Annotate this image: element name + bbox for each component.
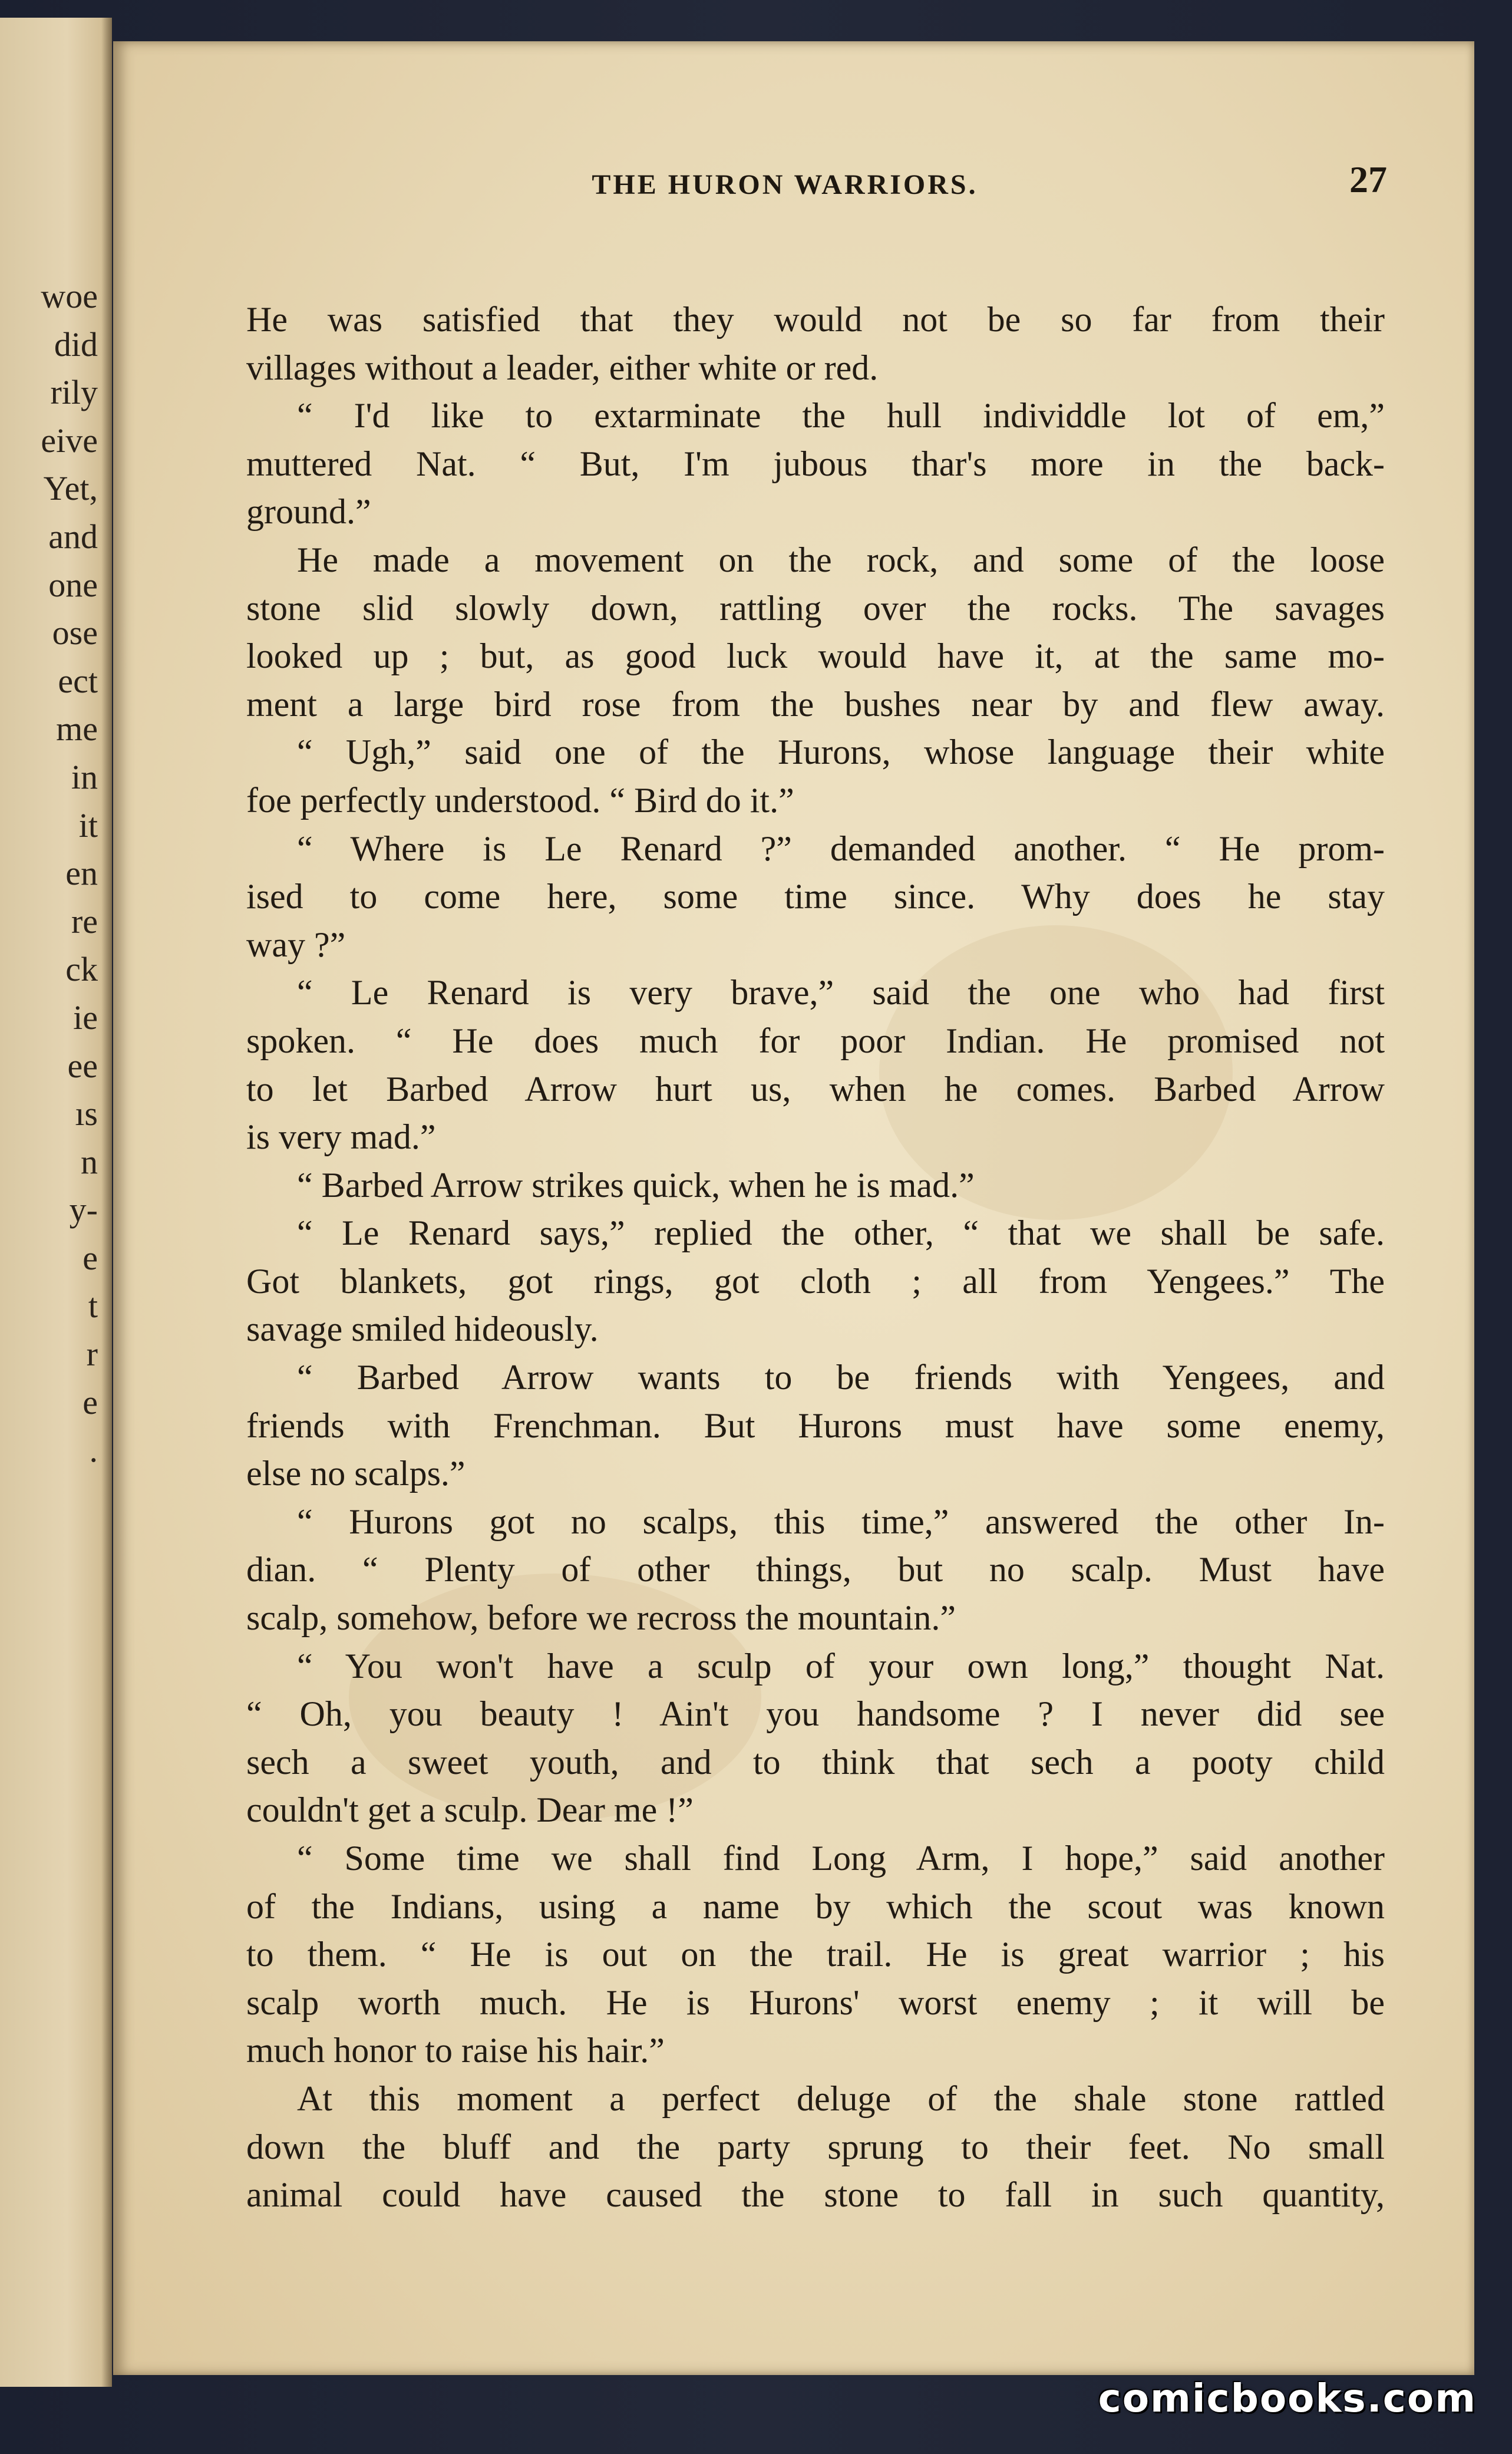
page-number: 27 [1349, 159, 1387, 200]
left-page-fragment: me [56, 710, 98, 748]
book-page [113, 41, 1474, 2375]
text-line: friends with Frenchman. But Hurons must have some enemy, [246, 1406, 1385, 1445]
left-page-fragment: one [48, 565, 98, 604]
text-line: to let Barbed Arrow hurt us, when he comes. Barbed Arrow [246, 1069, 1385, 1109]
text-line: “ Barbed Arrow wants to be friends with Yengees, and [297, 1358, 1385, 1397]
text-line: is very mad.” [246, 1117, 436, 1157]
text-line: couldn't get a sculp. Dear me !” [246, 1790, 694, 1830]
left-page-fragment: and [48, 517, 98, 556]
body-text [246, 296, 1385, 2219]
left-page-fragment: en [65, 854, 98, 893]
text-line: “ I'd like to extarminate the hull individdle lot of em,” [297, 396, 1385, 436]
left-page-text-fragments [41, 272, 98, 1475]
text-line: “ Some time we shall find Long Arm, I hope,” said another [297, 1839, 1385, 1878]
text-line: much honor to raise his hair.” [246, 2031, 665, 2070]
text-line: to them. “ He is out on the trail. He is great warrior ; his [246, 1935, 1385, 1974]
left-page-fragment: woe [41, 277, 98, 315]
text-line: Got blankets, got rings, got cloth ; all from Yengees.” The [246, 1261, 1385, 1301]
text-line: scalp worth much. He is Hurons' worst enemy ; it will be [246, 1983, 1385, 2022]
text-line: way ?” [246, 925, 346, 964]
text-line: “ Barbed Arrow strikes quick, when he is mad.” [297, 1165, 975, 1205]
left-page-fragment: re [71, 902, 98, 941]
text-line: sech a sweet youth, and to think that sech a pooty child [246, 1742, 1385, 1782]
left-page-fragment: it [78, 806, 98, 845]
text-line: down the bluff and the party sprung to their feet. No small [246, 2127, 1385, 2166]
text-line: scalp, somehow, before we recross the mountain.” [246, 1598, 956, 1638]
left-page-fragment: ie [73, 998, 98, 1037]
text-line: spoken. “ He does much for poor Indian. He promised not [246, 1021, 1385, 1060]
left-page-fragment: rily [50, 373, 98, 412]
left-page-fragment: . [89, 1431, 98, 1470]
text-line: looked up ; but, as good luck would have it, at the same mo- [246, 636, 1385, 676]
text-line: ground.” [246, 492, 371, 532]
left-page-fragment: did [54, 325, 98, 364]
text-line: “ Le Renard says,” replied the other, “ that we shall be safe. [297, 1213, 1385, 1253]
text-line: “ You won't have a sculp of your own long,” thought Nat. [297, 1646, 1385, 1686]
left-page-fragment: t [88, 1287, 98, 1325]
left-page-fragment: ose [52, 614, 98, 652]
text-line: of the Indians, using a name by which the scout was known [246, 1886, 1385, 1926]
text-line: At this moment a perfect deluge of the shale stone rattled [297, 2079, 1385, 2118]
text-line: “ Ugh,” said one of the Hurons, whose language their white [297, 733, 1385, 772]
left-page-fragment: in [71, 757, 98, 796]
left-page-fragment: ıs [75, 1094, 98, 1133]
text-line: “ Hurons got no scalps, this time,” answered the other In- [297, 1502, 1385, 1541]
gutter-shadow [101, 18, 112, 2387]
text-line: “ Where is Le Renard ?” demanded another. “ He prom- [297, 829, 1385, 868]
text-line: stone slid slowly down, rattling over the rocks. The savages [246, 588, 1385, 628]
running-head [113, 158, 1474, 217]
left-page-fragment: n [81, 1142, 98, 1181]
left-page-fragment: Yet, [43, 469, 98, 508]
text-line: animal could have caused the stone to fall in such quantity, [246, 2175, 1385, 2215]
text-line: else no scalps.” [246, 1454, 466, 1493]
text-line: muttered Nat. “ But, I'm jubous thar's more in the back- [246, 444, 1385, 483]
text-line: savage smiled hideously. [246, 1310, 599, 1349]
left-page-fragment: eive [41, 421, 98, 460]
left-page-fragment: ee [67, 1046, 98, 1085]
left-page-fragment: r [86, 1335, 98, 1374]
text-line: villages without a leader, either white or red. [246, 348, 879, 387]
running-title: THE HURON WARRIORS. [592, 169, 978, 200]
left-facing-page [0, 18, 112, 2387]
left-page-fragment: y- [69, 1190, 98, 1229]
text-line: “ Oh, you beauty ! Ain't you handsome ? I never did see [246, 1694, 1385, 1734]
text-line: He made a movement on the rock, and some of the loose [297, 540, 1385, 579]
text-line: He was satisfied that they would not be so far from their [246, 300, 1385, 339]
text-line: dian. “ Plenty of other things, but no scalp. Must have [246, 1550, 1385, 1589]
left-page-fragment: ck [65, 950, 98, 989]
left-page-fragment: ect [58, 661, 98, 700]
left-page-fragment: e [82, 1383, 98, 1421]
text-line: foe perfectly understood. “ Bird do it.” [246, 780, 794, 820]
text-line: ment a large bird rose from the bushes near by and flew away. [246, 684, 1385, 724]
left-page-fragment: e [82, 1238, 98, 1277]
text-line: “ Le Renard is very brave,” said the one who had first [297, 973, 1385, 1012]
watermark: comicbooks.com [1098, 2376, 1477, 2421]
text-line: ised to come here, some time since. Why does he stay [246, 877, 1385, 916]
